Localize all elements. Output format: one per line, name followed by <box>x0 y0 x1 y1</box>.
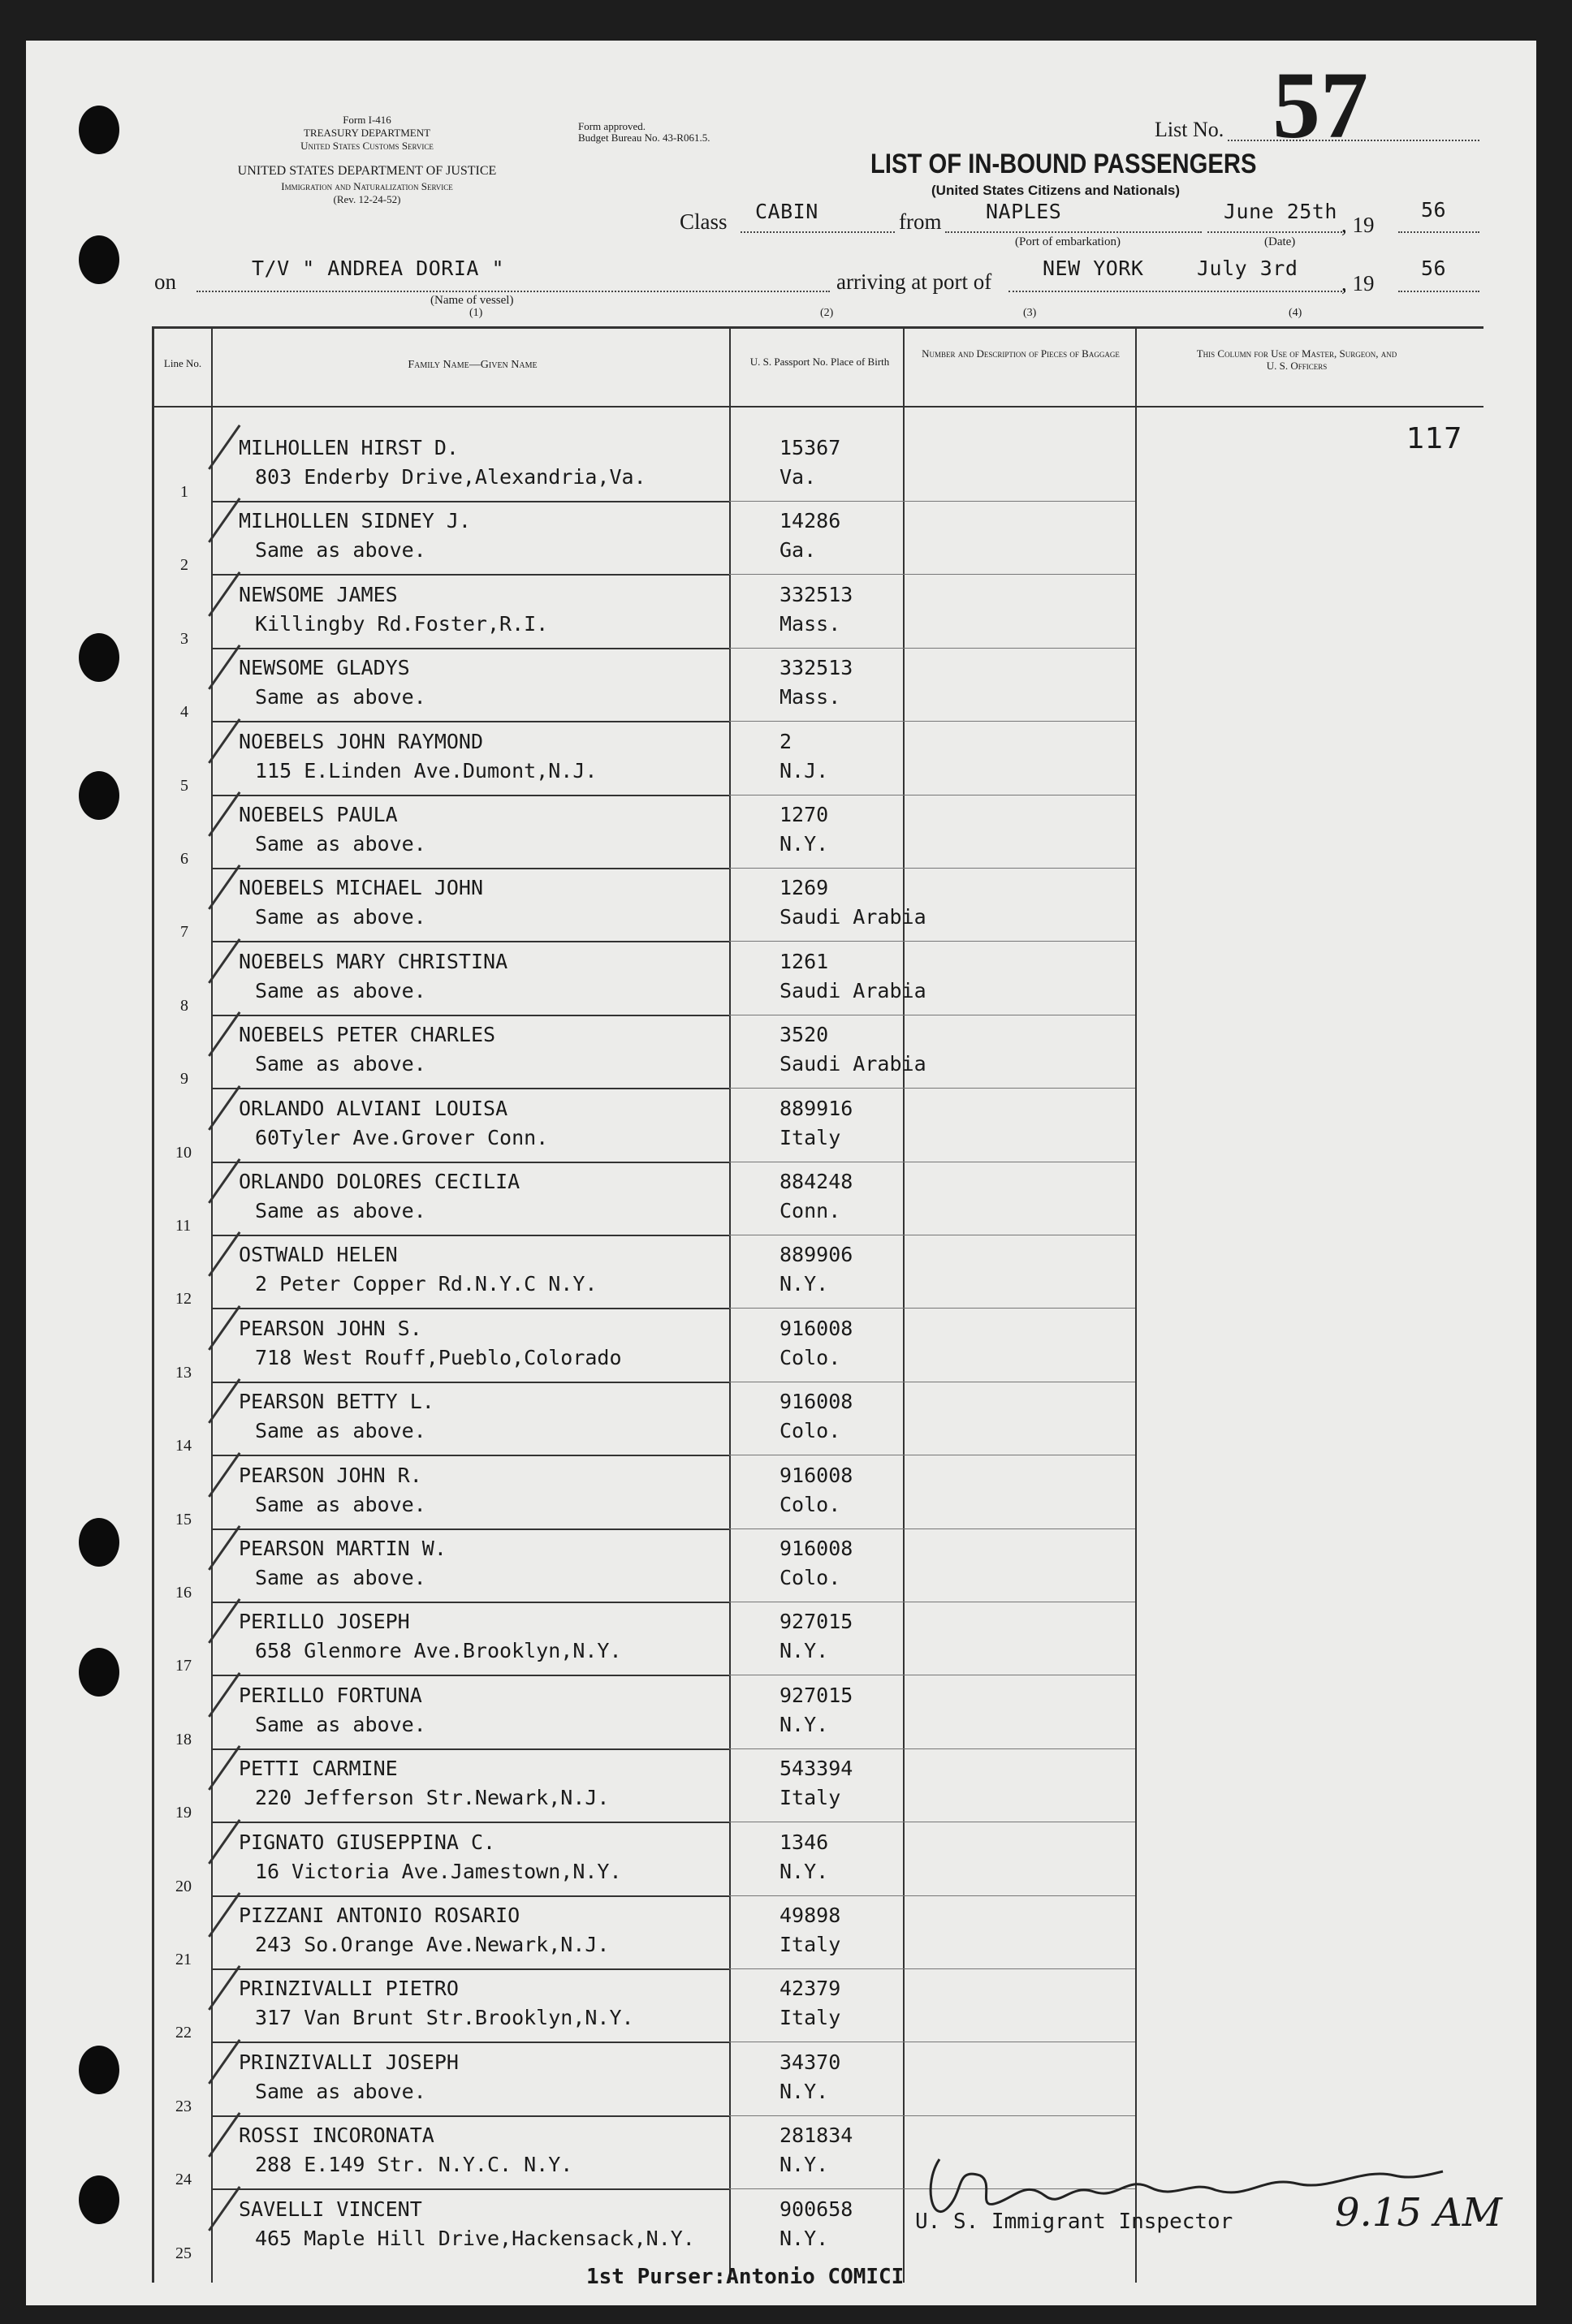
check-mark <box>208 1158 240 1204</box>
passenger-address: 243 So.Orange Ave.Newark,N.J. <box>255 1933 610 1956</box>
passport-number: 281834 <box>780 2124 853 2148</box>
passport-number: 916008 <box>780 1537 853 1560</box>
col-header-line-no: Line No. <box>163 357 202 369</box>
passenger-address: Same as above. <box>255 832 426 856</box>
passenger-address: 288 E.149 Str. N.Y.C. N.Y. <box>255 2153 573 2177</box>
year-prefix: , 19 <box>1341 213 1375 237</box>
line-number: 2 <box>180 556 188 575</box>
birth-place: Colo. <box>780 1492 841 1516</box>
passport-number: 3520 <box>780 1023 829 1047</box>
passport-number: 1270 <box>780 803 829 826</box>
punch-hole <box>79 633 119 682</box>
date-caption: (Date) <box>1264 235 1296 248</box>
row-separator <box>729 1308 1135 1309</box>
row-separator <box>729 941 1135 942</box>
passenger-name: OSTWALD HELEN <box>239 1243 398 1267</box>
line-number: 14 <box>175 1437 192 1455</box>
row-separator <box>729 574 1135 575</box>
passport-number: 2 <box>780 729 792 753</box>
check-mark <box>208 1452 240 1498</box>
list-number: 57 <box>1272 52 1368 158</box>
depart-year: 56 <box>1421 198 1447 222</box>
row-separator <box>211 1088 731 1089</box>
row-separator <box>211 1602 731 1603</box>
birth-place: Saudi Arabia <box>780 1052 926 1076</box>
check-mark <box>208 1965 240 2011</box>
check-mark <box>208 1745 240 1791</box>
passenger-name: ORLANDO ALVIANI LOUISA <box>239 1096 508 1120</box>
line-number: 24 <box>175 2171 192 2189</box>
passenger-name: PEARSON MARTIN W. <box>239 1537 447 1560</box>
time-note: 9.15 AM <box>1335 2190 1502 2236</box>
row-separator <box>211 1675 731 1676</box>
check-mark <box>208 498 240 543</box>
passenger-address: Same as above. <box>255 978 426 1002</box>
passenger-name: PETTI CARMINE <box>239 1757 398 1781</box>
birth-place: Colo. <box>780 1419 841 1443</box>
arrival-port: NEW YORK <box>1043 257 1144 280</box>
col-header-passport: U. S. Passport No. Place of Birth <box>749 356 890 368</box>
on-label: on <box>154 269 176 294</box>
passenger-address: Killingby Rd.Foster,R.I. <box>255 611 549 636</box>
check-mark <box>208 645 240 690</box>
row-separator <box>211 1455 731 1456</box>
check-mark <box>208 718 240 764</box>
passenger-name: NOEBELS JOHN RAYMOND <box>239 729 484 753</box>
passenger-name: MILHOLLEN HIRST D. <box>239 436 459 459</box>
row-separator <box>211 868 731 869</box>
row-separator <box>729 2115 1135 2116</box>
row-separator <box>729 1748 1135 1749</box>
passport-number: 927015 <box>780 1683 853 1707</box>
birth-place: Italy <box>780 1933 841 1956</box>
passenger-name: SAVELLI VINCENT <box>239 2197 422 2221</box>
form-approved: Form approved. <box>578 120 646 132</box>
check-mark <box>208 571 240 617</box>
officer-number: 117 <box>1406 422 1462 455</box>
line-number: 17 <box>175 1657 192 1675</box>
birth-place: N.Y. <box>780 1712 829 1736</box>
passenger-address: Same as above. <box>255 1712 426 1736</box>
row-separator <box>211 2115 731 2117</box>
passenger-address: Same as above. <box>255 685 426 709</box>
line-number: 5 <box>180 776 188 795</box>
passport-number: 14286 <box>780 509 841 533</box>
row-separator <box>729 721 1135 722</box>
passenger-name: PIGNATO GIUSEPPINA C. <box>239 1830 496 1854</box>
check-mark <box>208 2186 240 2231</box>
from-label: from <box>899 209 942 234</box>
passport-number: 34370 <box>780 2050 841 2074</box>
row-separator <box>729 795 1135 796</box>
passenger-address: 465 Maple Hill Drive,Hackensack,N.Y. <box>255 2226 695 2250</box>
passenger-name: NOEBELS PAULA <box>239 803 398 826</box>
passenger-address: Same as above. <box>255 905 426 929</box>
list-no-label: List No. <box>1155 118 1224 141</box>
line-number: 16 <box>175 1584 192 1602</box>
birth-place: Italy <box>780 1786 841 1810</box>
line-number: 10 <box>175 1143 192 1162</box>
passenger-address: 2 Peter Copper Rd.N.Y.C N.Y. <box>255 1272 598 1296</box>
line-number: 12 <box>175 1290 192 1309</box>
line-number: 7 <box>180 923 188 942</box>
col-index-3: (3) <box>1023 307 1037 319</box>
passport-number: 49898 <box>780 1904 841 1927</box>
row-separator <box>729 1528 1135 1529</box>
line-number: 19 <box>175 1804 192 1822</box>
row-separator <box>211 1015 731 1016</box>
passenger-name: PRINZIVALLI PIETRO <box>239 1977 459 2001</box>
row-separator <box>211 1748 731 1750</box>
passenger-address: 658 Glenmore Ave.Brooklyn,N.Y. <box>255 1639 622 1663</box>
check-mark <box>208 2039 240 2085</box>
row-separator <box>211 1822 731 1823</box>
row-separator <box>211 941 731 942</box>
passenger-name: NOEBELS MARY CHRISTINA <box>239 949 508 973</box>
punch-hole <box>79 106 119 154</box>
passenger-address: 317 Van Brunt Str.Brooklyn,N.Y. <box>255 2006 634 2030</box>
justice-dept: UNITED STATES DEPARTMENT OF JUSTICE <box>237 164 497 178</box>
line-number: 13 <box>175 1363 192 1382</box>
row-separator <box>211 501 731 502</box>
form-id: Form I-416 <box>343 114 391 126</box>
birth-place: N.Y. <box>780 2226 829 2250</box>
passenger-name: PEARSON JOHN R. <box>239 1463 422 1487</box>
birth-place: Mass. <box>780 685 841 709</box>
embark-caption: (Port of embarkation) <box>1015 235 1121 248</box>
name-col-rule <box>729 326 731 2283</box>
passport-number: 889916 <box>780 1096 853 1120</box>
passenger-name: NEWSOME JAMES <box>239 582 398 606</box>
row-separator <box>729 1895 1135 1896</box>
line-number: 22 <box>175 2024 192 2042</box>
birth-place: Va. <box>780 465 817 489</box>
line-number: 18 <box>175 1730 192 1748</box>
passenger-address: 803 Enderby Drive,Alexandria,Va. <box>255 465 646 489</box>
birth-place: Colo. <box>780 1566 841 1589</box>
left-border <box>152 326 154 2283</box>
line-number: 4 <box>180 703 188 722</box>
birth-place: Italy <box>780 2006 841 2030</box>
birth-place: Colo. <box>780 1345 841 1369</box>
budget-bureau: Budget Bureau No. 43-R061.5. <box>578 132 710 144</box>
punch-hole <box>79 1518 119 1567</box>
passenger-name: PEARSON BETTY L. <box>239 1390 434 1414</box>
passenger-address: Same as above. <box>255 2079 426 2103</box>
passenger-name: MILHOLLEN SIDNEY J. <box>239 509 471 533</box>
passenger-name: ORLANDO DOLORES CECILIA <box>239 1170 520 1193</box>
birth-place: N.Y. <box>780 2153 829 2177</box>
check-mark <box>208 1011 240 1057</box>
col-index-2: (2) <box>820 307 834 319</box>
row-separator <box>211 795 731 796</box>
passport-number: 927015 <box>780 1610 853 1634</box>
passenger-name: PEARSON JOHN S. <box>239 1316 422 1340</box>
birth-place: N.Y. <box>780 1859 829 1883</box>
passenger-address: Same as above. <box>255 1199 426 1222</box>
birth-place: N.Y. <box>780 2079 829 2103</box>
line-number: 1 <box>180 483 188 501</box>
table-header-rule <box>152 406 1483 407</box>
check-mark <box>208 864 240 910</box>
passport-number: 900658 <box>780 2197 853 2221</box>
check-mark <box>208 1672 240 1718</box>
check-mark <box>208 425 240 470</box>
punch-hole <box>79 771 119 820</box>
passenger-address: Same as above. <box>255 1052 426 1076</box>
row-separator <box>211 2042 731 2043</box>
arriving-label: arriving at port of <box>836 269 992 294</box>
passenger-address: Same as above. <box>255 538 426 563</box>
vessel-caption: (Name of vessel) <box>430 294 514 307</box>
line-number: 9 <box>180 1070 188 1089</box>
check-mark <box>208 1085 240 1131</box>
birth-place: Saudi Arabia <box>780 905 926 929</box>
passport-number: 916008 <box>780 1390 853 1414</box>
passenger-address: 16 Victoria Ave.Jamestown,N.Y. <box>255 1859 622 1883</box>
row-separator <box>211 574 731 576</box>
passenger-name: PIZZANI ANTONIO ROSARIO <box>239 1904 520 1927</box>
check-mark <box>208 1598 240 1644</box>
class-value: CABIN <box>755 200 818 223</box>
arrival-year: 56 <box>1421 257 1447 280</box>
line-number: 21 <box>175 1951 192 1968</box>
page-subtitle: (United States Citizens and Nationals) <box>931 183 1181 198</box>
passport-number: 543394 <box>780 1757 853 1781</box>
inspector-label: U. S. Immigrant Inspector <box>915 2210 1233 2234</box>
passenger-address: 718 West Rouff,Pueblo,Colorado <box>255 1345 622 1369</box>
passport-number: 15367 <box>780 436 841 459</box>
passport-number: 42379 <box>780 1977 841 2001</box>
passenger-name: PRINZIVALLI JOSEPH <box>239 2050 459 2074</box>
line-number: 25 <box>175 2244 192 2262</box>
row-separator <box>211 1968 731 1970</box>
revision: (Rev. 12-24-52) <box>333 193 401 205</box>
purser-name: 1st Purser:Antonio COMICI <box>586 2265 905 2289</box>
check-mark <box>208 1892 240 1938</box>
passport-number: 916008 <box>780 1316 853 1340</box>
birth-place: Conn. <box>780 1199 841 1222</box>
row-separator <box>211 1162 731 1163</box>
birth-place: N.Y. <box>780 1272 829 1296</box>
row-separator <box>729 1088 1135 1089</box>
passenger-name: PERILLO JOSEPH <box>239 1610 410 1634</box>
line-number: 11 <box>175 1217 192 1235</box>
row-separator <box>211 1895 731 1897</box>
passenger-name: NOEBELS MICHAEL JOHN <box>239 876 484 900</box>
line-col-rule <box>211 326 213 2283</box>
row-separator <box>211 721 731 722</box>
birth-place: Mass. <box>780 611 841 636</box>
depart-date: June 25th <box>1224 200 1337 223</box>
passport-col-rule <box>903 326 905 2283</box>
check-mark <box>208 938 240 984</box>
birth-place: Ga. <box>780 538 817 563</box>
class-label: Class <box>680 209 728 234</box>
check-mark <box>208 1819 240 1865</box>
table-top-border <box>152 326 1483 329</box>
vessel-name: T/V " ANDREA DORIA " <box>252 257 505 280</box>
check-mark <box>208 1525 240 1571</box>
punch-hole <box>79 1648 119 1697</box>
passenger-name: NOEBELS PETER CHARLES <box>239 1023 496 1047</box>
line-number: 6 <box>180 850 188 868</box>
check-mark <box>208 1305 240 1351</box>
passenger-address: 60Tyler Ave.Grover Conn. <box>255 1125 549 1149</box>
passport-number: 884248 <box>780 1170 853 1193</box>
arrival-year-prefix: , 19 <box>1341 271 1375 295</box>
col-header-name: Family Name—Given Name <box>408 359 538 371</box>
customs-service: United States Customs Service <box>300 140 434 152</box>
col-index-4: (4) <box>1289 307 1302 319</box>
birth-place: N.Y. <box>780 832 829 856</box>
passport-number: 889906 <box>780 1243 853 1267</box>
ins-service: Immigration and Naturalization Service <box>281 180 453 192</box>
check-mark <box>208 1378 240 1424</box>
col-header-officers: This Column for Use of Master, Surgeon, and U. S. Officers <box>1196 347 1397 372</box>
passport-number: 1269 <box>780 876 829 900</box>
passenger-address: Same as above. <box>255 1566 426 1589</box>
passenger-address: Same as above. <box>255 1492 426 1516</box>
punch-hole <box>79 2175 119 2224</box>
row-separator <box>211 1308 731 1309</box>
check-mark <box>208 2112 240 2158</box>
punch-hole <box>79 235 119 284</box>
row-separator <box>211 2188 731 2190</box>
check-mark <box>208 1231 240 1277</box>
row-separator <box>211 648 731 649</box>
passenger-name: PERILLO FORTUNA <box>239 1683 422 1707</box>
row-separator <box>729 1968 1135 1969</box>
line-number: 23 <box>175 2097 192 2115</box>
arrival-date: July 3rd <box>1197 257 1298 280</box>
row-separator <box>729 648 1135 649</box>
embark-port: NAPLES <box>986 200 1062 223</box>
row-separator <box>729 501 1135 502</box>
birth-place: Italy <box>780 1125 841 1149</box>
passenger-name: ROSSI INCORONATA <box>239 2124 434 2148</box>
passenger-address: 115 E.Linden Ave.Dumont,N.J. <box>255 758 598 783</box>
birth-place: N.J. <box>780 758 829 783</box>
row-separator <box>211 1235 731 1236</box>
manifest-page <box>26 41 1536 2305</box>
passport-number: 332513 <box>780 582 853 606</box>
punch-hole <box>79 2046 119 2094</box>
col-header-baggage: Number and Description of Pieces of Baggage <box>922 347 1120 360</box>
passenger-address: Same as above. <box>255 1419 426 1443</box>
row-separator <box>211 1382 731 1383</box>
passport-number: 332513 <box>780 656 853 680</box>
check-mark <box>208 791 240 837</box>
passenger-name: NEWSOME GLADYS <box>239 656 410 680</box>
birth-place: Saudi Arabia <box>780 978 926 1002</box>
line-number: 20 <box>175 1877 192 1895</box>
passport-number: 1261 <box>780 949 829 973</box>
birth-place: N.Y. <box>780 1639 829 1663</box>
baggage-col-rule <box>1135 326 1137 2283</box>
line-number: 3 <box>180 629 188 648</box>
line-number: 8 <box>180 996 188 1015</box>
page-title: LIST OF IN-BOUND PASSENGERS <box>870 149 1257 179</box>
line-number: 15 <box>175 1510 192 1528</box>
row-separator <box>729 868 1135 869</box>
treasury-dept: TREASURY DEPARTMENT <box>303 127 431 139</box>
col-index-1: (1) <box>469 307 483 319</box>
passport-number: 1346 <box>780 1830 829 1854</box>
passport-number: 916008 <box>780 1463 853 1487</box>
passenger-address: 220 Jefferson Str.Newark,N.J. <box>255 1786 610 1810</box>
row-separator <box>211 1528 731 1530</box>
